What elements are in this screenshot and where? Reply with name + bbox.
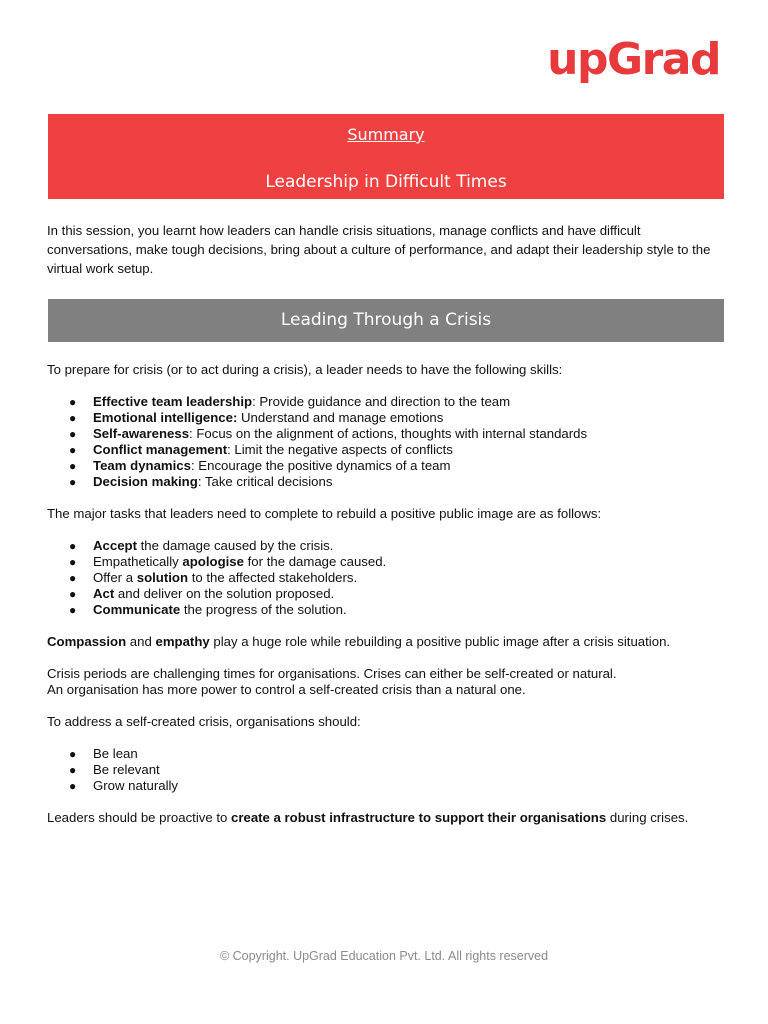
list-item	[47, 762, 727, 778]
skill-name: Decision making	[93, 474, 198, 489]
bullet-icon: ●	[69, 603, 77, 617]
compassion-keyword: Compassion	[47, 634, 127, 649]
bullet-icon: ●	[69, 411, 77, 425]
tasks-intro: The major tasks that leaders need to complete to rebuild a positive public image are as follows:	[47, 506, 602, 521]
skill-description: Understand and manage emotions	[237, 410, 444, 425]
task-keyword: Act	[93, 586, 115, 601]
bullet-icon: ●	[69, 459, 77, 473]
task-text: for the damage caused.	[243, 554, 387, 569]
task-text: the damage caused by the crisis.	[136, 538, 334, 553]
copyright-footer: © Copyright. UpGrad Education Pvt. Ltd. All rights reserved	[219, 949, 549, 963]
bullet-icon: ●	[69, 475, 77, 489]
compassion-text: play a huge role while rebuilding a positive public image after a crisis situation.	[209, 634, 671, 649]
skill-description: : Take critical decisions	[197, 474, 333, 489]
task-text: to the affected stakeholders.	[188, 570, 358, 585]
address-item-text: Be relevant	[93, 762, 160, 777]
skill-name: Team dynamics	[93, 458, 191, 473]
task-keyword: Accept	[93, 538, 137, 553]
bullet-icon: ●	[69, 587, 77, 601]
skills-list	[47, 394, 727, 490]
address-intro: To address a self-created crisis, organisations should:	[47, 714, 361, 729]
bullet-icon: ●	[69, 395, 77, 409]
list-item	[47, 474, 727, 490]
address-item-text: Be lean	[93, 746, 138, 761]
list-item	[47, 570, 727, 586]
crisis-line-1: Crisis periods are challenging times for organisations. Crises can either be self-created or natural.	[47, 666, 617, 681]
bullet-icon: ●	[69, 763, 77, 777]
list-item	[47, 586, 727, 602]
section-body	[47, 362, 727, 842]
final-text: during crises.	[606, 810, 689, 825]
task-keyword: Communicate	[93, 602, 181, 617]
final-prefix: Leaders should be proactive to	[47, 810, 232, 825]
compassion-paragraph	[47, 634, 727, 650]
summary-header-banner	[48, 114, 724, 199]
compassion-joiner: and	[126, 634, 156, 649]
skill-description: : Focus on the alignment of actions, thoughts with internal standards	[189, 426, 588, 441]
summary-title: Summary	[347, 125, 425, 144]
skill-name: Conflict management	[93, 442, 228, 457]
bullet-icon: ●	[69, 779, 77, 793]
list-item	[47, 554, 727, 570]
list-item	[47, 602, 727, 618]
skill-name: Effective team leadership	[93, 394, 253, 409]
skill-description: : Limit the negative aspects of conflicts	[227, 442, 453, 457]
skill-name: Emotional intelligence:	[93, 410, 238, 425]
list-item	[47, 442, 727, 458]
address-item-text: Grow naturally	[93, 778, 179, 793]
list-item	[47, 426, 727, 442]
intro-paragraph: In this session, you learnt how leaders can handle crisis situations, manage conflicts and have difficult conversations, make tough decisions, bring about a culture of performance, and adapt their leadership style to the virtual work setup.	[47, 223, 711, 276]
section-header-banner: Leading Through a Crisis	[48, 299, 724, 342]
bullet-icon: ●	[69, 427, 77, 441]
list-item	[47, 538, 727, 554]
upgrad-logo: upGrad	[547, 34, 720, 85]
skill-name: Self-awareness	[93, 426, 190, 441]
task-prefix: Offer a	[93, 570, 137, 585]
bullet-icon: ●	[69, 747, 77, 761]
list-item	[47, 394, 727, 410]
empathy-keyword: empathy	[155, 634, 210, 649]
bullet-icon: ●	[69, 539, 77, 553]
bullet-icon: ●	[69, 443, 77, 457]
summary-subtitle: Leadership in Difficult Times	[265, 172, 507, 192]
skills-intro: To prepare for crisis (or to act during a crisis), a leader needs to have the following skills:	[47, 362, 563, 377]
final-keyword: create a robust infrastructure to support their organisations	[231, 810, 607, 825]
task-text: and deliver on the solution proposed.	[114, 586, 335, 601]
crisis-line-2: An organisation has more power to control a self-created crisis than a natural one.	[47, 682, 526, 697]
list-item	[47, 458, 727, 474]
bullet-icon: ●	[69, 571, 77, 585]
list-item	[47, 410, 727, 426]
crisis-paragraph	[47, 666, 727, 698]
address-list	[47, 746, 727, 794]
task-prefix: Empathetically	[93, 554, 183, 569]
skill-description: : Encourage the positive dynamics of a team	[190, 458, 451, 473]
task-keyword: apologise	[182, 554, 244, 569]
skill-description: : Provide guidance and direction to the team	[252, 394, 511, 409]
list-item	[47, 746, 727, 762]
task-keyword: solution	[136, 570, 189, 585]
bullet-icon: ●	[69, 555, 77, 569]
task-text: the progress of the solution.	[180, 602, 347, 617]
list-item	[47, 778, 727, 794]
final-paragraph	[47, 810, 727, 826]
tasks-list	[47, 538, 727, 618]
